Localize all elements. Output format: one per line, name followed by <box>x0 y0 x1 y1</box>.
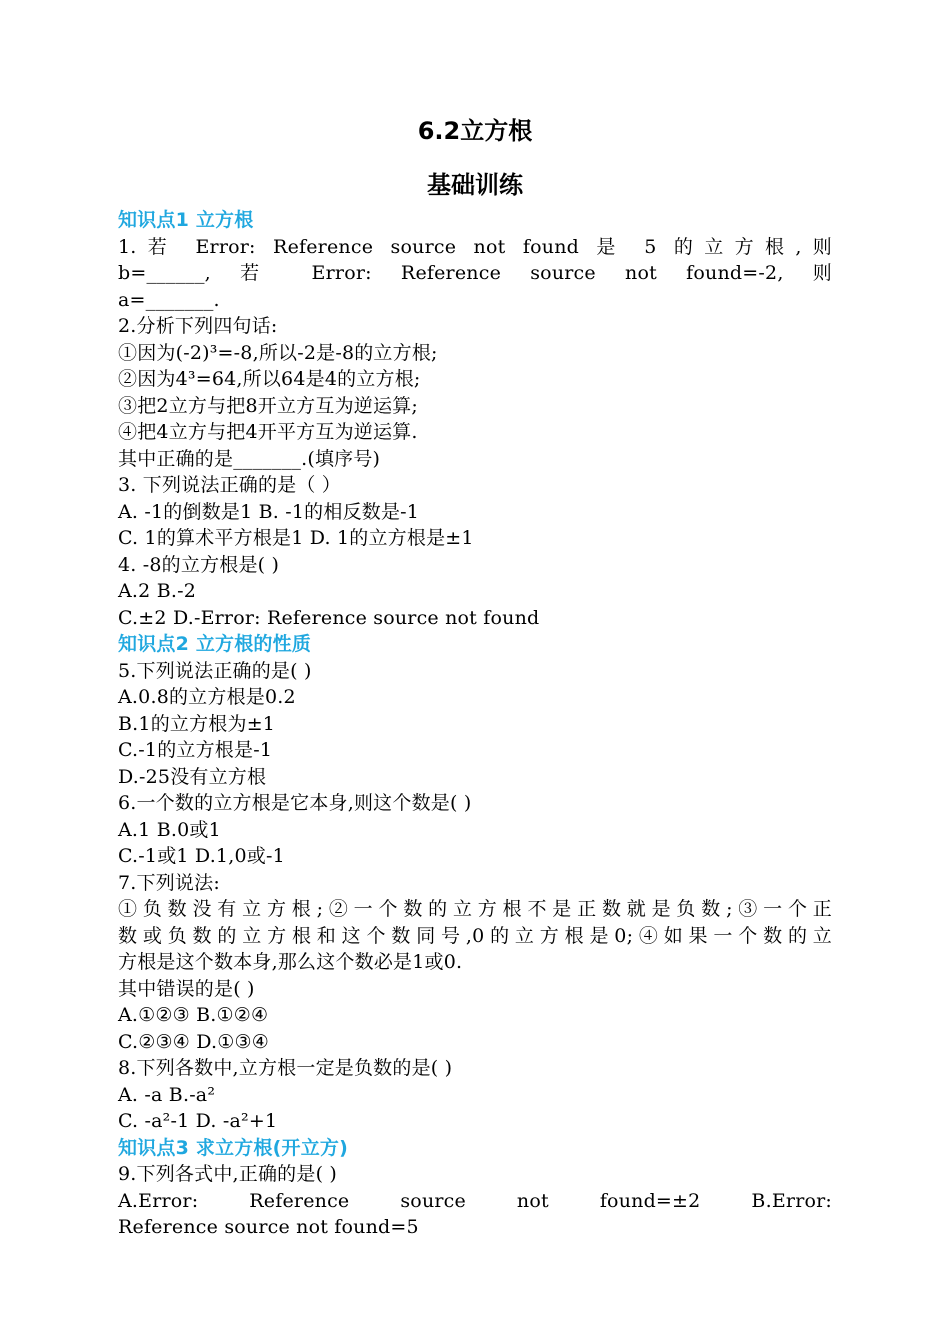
text-line: a=_______. <box>118 288 220 311</box>
text-line: 3. 下列说法正确的是（ ） <box>118 474 342 496</box>
text-line: A.①②③ B.①②④ <box>118 1004 269 1026</box>
text-line: 其中错误的是( ) <box>118 977 255 1000</box>
text-line: ①因为(-2)³=-8,所以-2是-8的立方根; <box>118 341 438 364</box>
section-heading: 知识点3 求立方根(开立方) <box>118 1136 349 1159</box>
text-line: 数或负数的立方根和这个数同号,0的立方根是0;④如果一个数的立 <box>118 924 832 947</box>
text-line: D.-25没有立方根 <box>118 765 267 788</box>
text-line: A. -1的倒数是1 B. -1的相反数是-1 <box>118 500 420 523</box>
text-line: 9.下列各式中,正确的是( ) <box>118 1163 338 1185</box>
text-line: 7.下列说法: <box>118 871 220 894</box>
text-line: ③把2立方与把8开立方互为逆运算; <box>118 394 418 417</box>
text-line: ②因为4³=64,所以64是4的立方根; <box>118 368 421 390</box>
text-line: C.②③④ D.①③④ <box>118 1030 269 1053</box>
text-line: ①负数没有立方根;②一个数的立方根不是正数就是负数;③一个正 <box>118 898 832 920</box>
text-line: C. -a²-1 D. -a²+1 <box>118 1110 278 1132</box>
text-line: C.±2 D.-Error: Reference source not found <box>118 606 540 629</box>
text-line: A. -a B.-a² <box>118 1083 216 1106</box>
text-line: 8.下列各数中,立方根一定是负数的是( ) <box>118 1057 453 1079</box>
text-line: A.0.8的立方根是0.2 <box>118 686 296 708</box>
text-line: 2.分析下列四句话: <box>118 315 278 337</box>
document-body <box>118 207 832 1241</box>
section-heading: 知识点2 立方根的性质 <box>118 633 312 655</box>
document-title: 6.2立方根 <box>417 117 533 145</box>
text-line: 6.一个数的立方根是它本身,则这个数是( ) <box>118 792 472 814</box>
text-line: 方根是这个数本身,那么这个数必是1或0. <box>118 951 463 973</box>
text-line: C.-1或1 D.1,0或-1 <box>118 845 285 867</box>
text-line: Reference source not found=5 <box>118 1216 419 1238</box>
section-title: 基础训练 <box>427 171 523 199</box>
section-heading: 知识点1 立方根 <box>118 209 254 231</box>
text-line: A.1 B.0或1 <box>118 818 221 841</box>
text-line: 4. -8的立方根是( ) <box>118 553 280 576</box>
text-line: A.2 B.-2 <box>118 580 196 602</box>
text-line: 其中正确的是_______.(填序号) <box>118 447 381 470</box>
text-line: C.-1的立方根是-1 <box>118 739 273 761</box>
text-line: ④把4立方与把4开平方互为逆运算. <box>118 421 418 443</box>
text-line: B.1的立方根为±1 <box>118 712 276 735</box>
text-line: A.Error: Reference source not found=±2 B.Error: <box>118 1189 832 1212</box>
text-line: b=______, 若 Error: Reference source not found=-2, 则 <box>118 262 832 284</box>
text-line: 1.若 Error: Reference source not found 是 5 的立方根,则 <box>118 235 832 258</box>
text-line: C. 1的算术平方根是1 D. 1的立方根是±1 <box>118 527 474 549</box>
text-line: 5.下列说法正确的是( ) <box>118 659 312 682</box>
